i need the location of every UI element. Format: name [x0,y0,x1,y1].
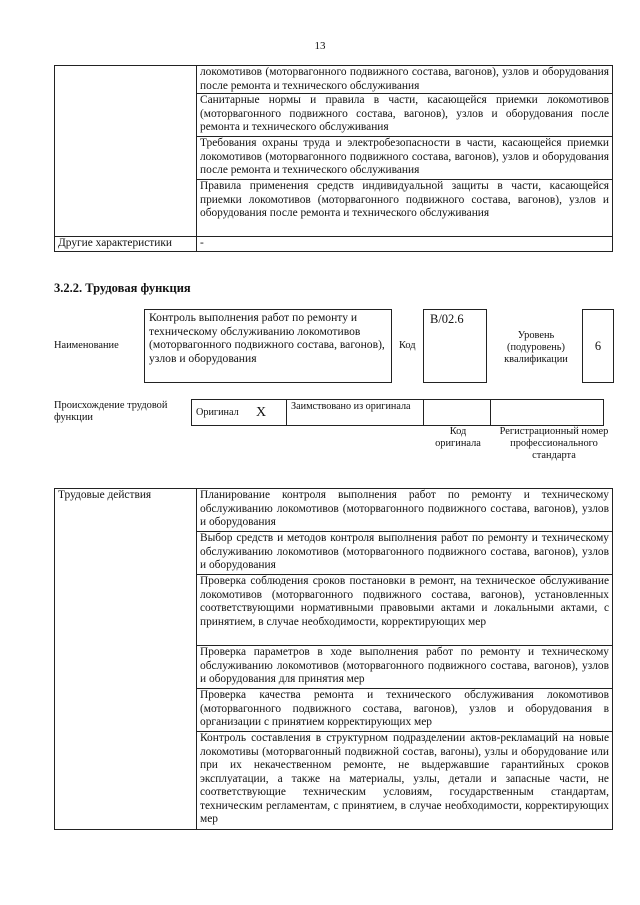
name-label: Наименование [54,340,119,351]
table-row: Контроль составления в структурном подразделении актов-рекламаций на новые локомотивы (моторвагонный подвижной состав, вагоны), узлы и оборудование или при их некачественном ремонте, не выдержавшие гарантийных сроков эксплуатации, а также на материалы, узлы, детали и запасные части, не соответствующие техническим условиям, государственным стандартам, техническим регламентам, с принятием, в случае необходимости, корректирующих мер [197,732,613,830]
table-row: Правила применения средств индивидуальной защиты в части, касающейся приемки локомотивов (моторвагонного подвижного состава, вагонов), узлов и оборудования после ремонта и технического обслуживания [197,180,613,237]
table-row: Проверка параметров в ходе выполнения работ по ремонту и техническому обслуживанию локомотивов (моторвагонного подвижного состава, вагонов), узлов и оборудования для принятия мер [197,646,613,689]
table-row: локомотивов (моторвагонного подвижного состава, вагонов), узлов и оборудования после ремонта и технического обслуживания [197,66,613,94]
function-name-box: Контроль выполнения работ по ремонту и техническому обслуживанию локомотивов (моторвагонного подвижного состава, вагонов), узлов и оборудования [144,309,392,383]
reg-number-label: Регистрационный номер профессионального стандарта [499,426,609,461]
borrowed-label: Заимствовано из оригинала [287,400,424,426]
page-number: 13 [314,40,326,52]
actions-label: Трудовые действия [55,489,197,830]
table-row: Санитарные нормы и правила в части, касающейся приемки локомотивов (моторвагонного подвижного состава, вагонов), узлов и оборудования после ремонта и технического обслуживания [197,94,613,137]
table-row: Требования охраны труда и электробезопасности в части, касающейся приемки локомотивов (моторвагонного подвижного состава, вагонов), узлов и оборудования после ремонта и технического обслуживания [197,137,613,180]
code-original-label: Код оригинала [435,426,481,449]
other-characteristics-label: Другие характеристики [55,237,197,252]
function-code-box: B/02.6 [423,309,487,383]
other-characteristics-value: - [197,237,613,252]
table-row: Проверка соблюдения сроков постановки в ремонт, на техническое обслуживание локомотивов (моторвагонного подвижного состава, вагонов), установленных соответствующими нормативными правовыми актами и локальными актами, с принятием, в случае необходимости, корректирующих мер [197,575,613,646]
code-label: Код [399,340,416,351]
table-row: Проверка качества ремонта и технического обслуживания локомотивов (моторвагонного подвижного состава, вагонов), узлов и оборудования в организации с принятием корректирующих мер [197,689,613,732]
section-title: 3.2.2. Трудовая функция [54,281,191,295]
original-label: Оригинал [192,400,253,426]
table-row: Планирование контроля выполнения работ по ремонту и техническому обслуживанию локомотивов (моторвагонного подвижного состава, вагонов), узлов и оборудования [197,489,613,532]
knowledge-table [54,65,613,252]
table-row: Выбор средств и методов контроля выполнения работ по ремонту и техническому обслуживанию локомотивов (моторвагонного подвижного состава, вагонов), узлов и оборудования [197,532,613,575]
reg-number-cell [491,400,604,426]
code-original-cell [424,400,491,426]
actions-table [54,488,613,830]
level-value-box: 6 [582,309,614,383]
origin-table [191,399,604,426]
original-mark: X [252,400,287,426]
empty-label-cell [55,66,197,237]
origin-label: Происхождение трудовой функции [54,400,168,423]
level-label: Уровень (подуровень) квалификации [504,330,568,365]
